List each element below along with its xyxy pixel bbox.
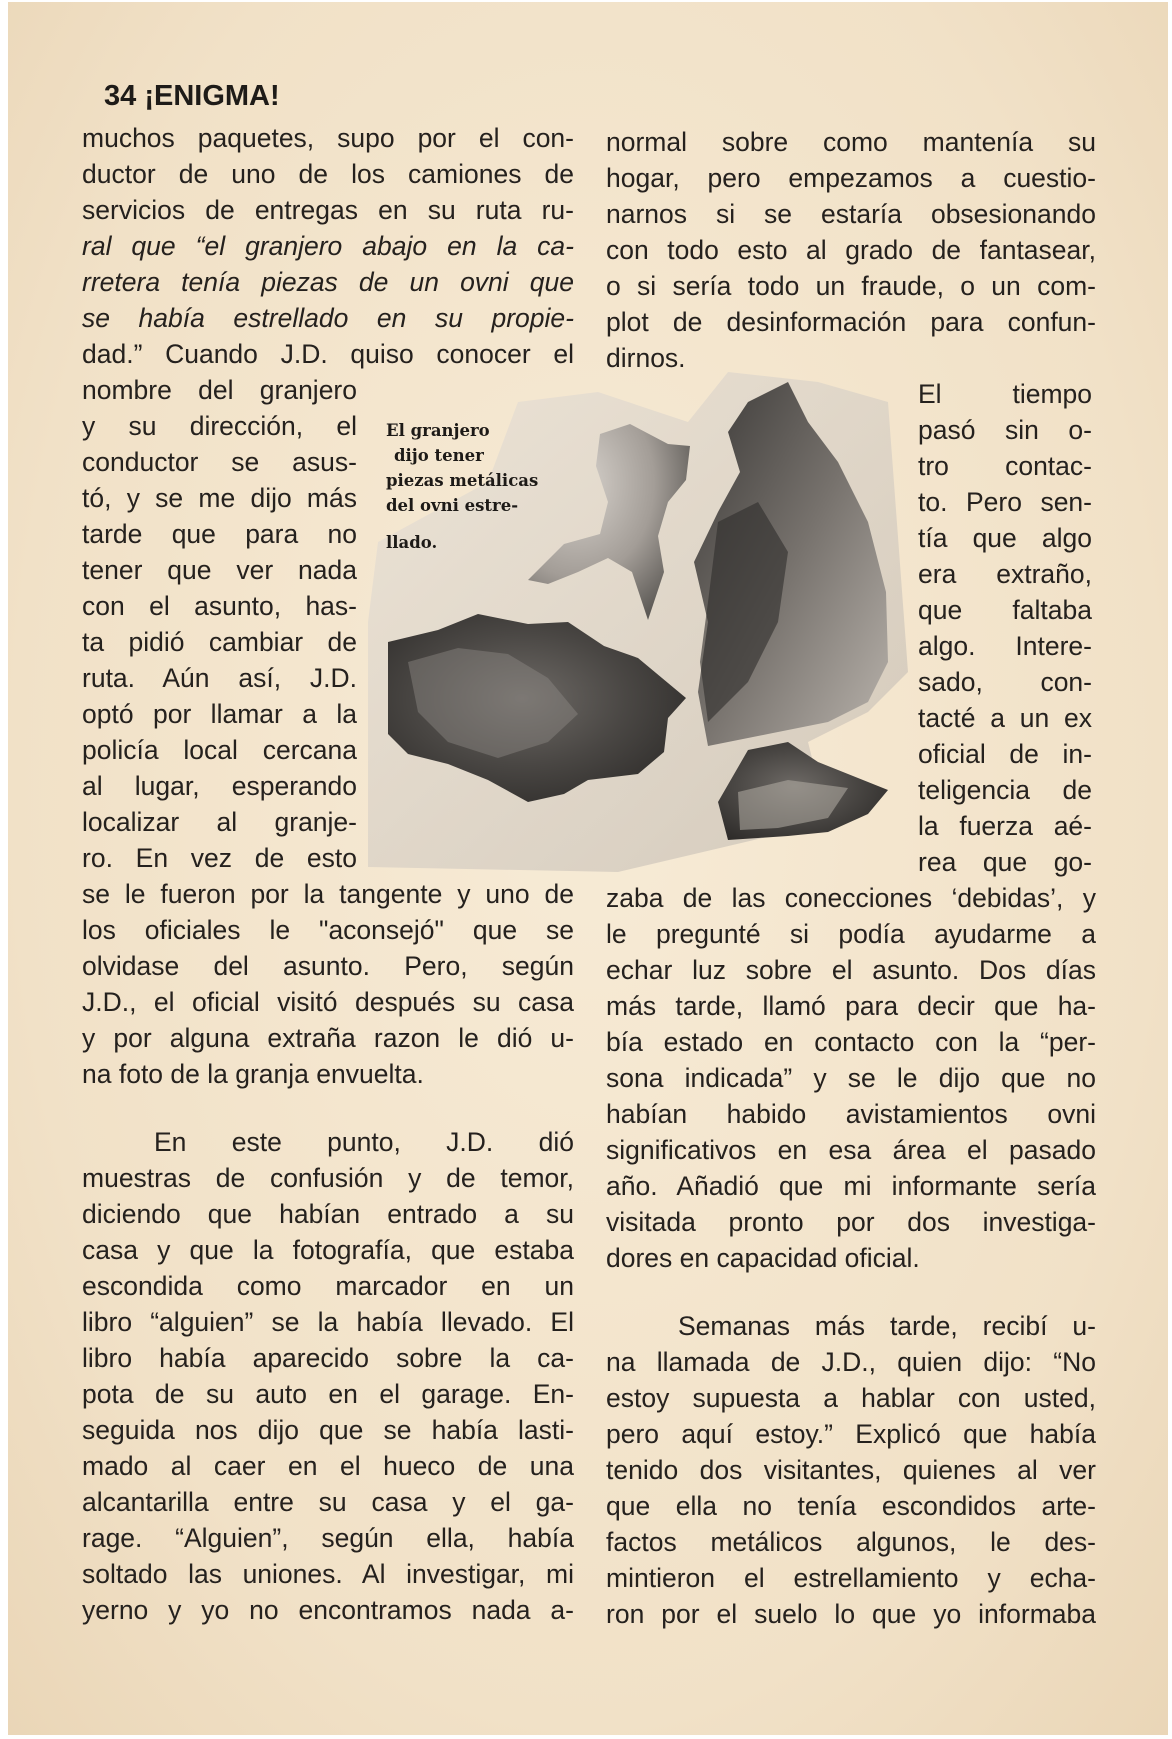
right-column-bottom [606,880,1096,1276]
page-header [104,80,280,113]
text-line: pota de su auto en el garage. En- [82,1379,574,1409]
text-line: con el asunto, has- [82,591,357,621]
text-line: olvidase del asunto. Pero, según [82,951,574,981]
text-line: casa y que la fotografía, que estaba [82,1235,574,1265]
text-line: pero aquí estoy.” Explicó que había [606,1419,1096,1449]
text-line: que ella no tenía escondidos arte- [606,1491,1096,1521]
text-line: dad.” Cuando J.D. quiso conocer el [82,339,574,369]
caption-line: dijo tener [394,446,484,465]
text-line: Semanas más tarde, recibí u- [678,1311,1096,1341]
text-line: ro. En vez de esto [82,843,357,873]
text-line: muchos paquetes, supo por el con- [82,123,574,153]
text-line: localizar al granje- [82,807,357,837]
text-line: soltado las uniones. Al investigar, mi [82,1559,574,1589]
text-line: que faltaba [918,595,1092,625]
text-line: visitada pronto por dos investiga- [606,1207,1096,1237]
text-line: estoy supuesta a hablar con usted, [606,1383,1096,1413]
publication-title: ¡ENIGMA! [144,80,280,112]
text-line: y por alguna extraña razon le dió u- [82,1023,574,1053]
text-line: ductor de uno de los camiones de [82,159,574,189]
text-line: año. Añadió que mi informante sería [606,1171,1096,1201]
text-line: servicios de entregas en su ruta ru- [82,195,574,225]
text-line-italic-start [82,228,574,264]
text-line: ron por el suelo lo que yo informaba [606,1599,1096,1629]
text-line: los oficiales le "aconsejó" que se [82,915,574,945]
text-line: narnos si se estaría obsesionando [606,199,1096,229]
text-span: ral que “el granjero abajo en la ca- [82,231,574,261]
text-line: habían habido avistamientos ovni [606,1099,1096,1129]
text-line: alcantarilla entre su casa y el ga- [82,1487,574,1517]
text-line: tener que ver nada [82,555,357,585]
text-line: muestras de confusión y de temor, [82,1163,574,1193]
text-line: normal sobre como mantenía su [606,127,1096,157]
text-line-italic: se había estrellado en su propie- [82,303,574,333]
text-line: libro “alguien” se la había llevado. El [82,1307,574,1337]
caption-line: El granjero [386,421,490,440]
text-line: era extraño, [918,559,1092,589]
text-line: libro había aparecido sobre la ca- [82,1343,574,1373]
text-line: J.D., el oficial visitó después su casa [82,987,574,1017]
left-column-bottom [82,876,574,1092]
text-line: nombre del granjero [82,375,357,405]
text-line: dores en capacidad oficial. [606,1243,920,1273]
text-line: bía estado en contacto con la “per- [606,1027,1096,1057]
photo-caption [386,418,551,555]
left-column-paragraph-2 [82,1124,574,1628]
text-line: ta pidió cambiar de [82,627,357,657]
left-column-top [82,120,574,372]
text-line: con todo esto al grado de fantasear, [606,235,1096,265]
text-line: sado, con- [918,667,1092,697]
text-line: factos metálicos algunos, le des- [606,1527,1096,1557]
text-line-italic: rretera tenía piezas de un ovni que [82,267,574,297]
text-line: tó, y se me dijo más [82,483,357,513]
text-line: más tarde, llamó para decir que ha- [606,991,1096,1021]
text-line: diciendo que habían entrado a su [82,1199,574,1229]
text-line: le pregunté si podía ayudarme a [606,919,1096,949]
text-line: En este punto, J.D. dió [154,1127,574,1157]
text-line: to. Pero sen- [918,487,1092,517]
text-line: rage. “Alguien”, según ella, había [82,1523,574,1553]
caption-line: llado. [386,533,438,552]
text-line: sona indicada” y se le dijo que no [606,1063,1096,1093]
text-line: policía local cercana [82,735,357,765]
book-page [8,2,1168,1735]
text-line: na foto de la granja envuelta. [82,1059,424,1089]
text-line: tía que algo [918,523,1092,553]
text-line: tarde que para no [82,519,357,549]
text-line: oficial de in- [918,739,1092,769]
text-line: y su dirección, el [82,411,357,441]
text-line: hogar, pero empezamos a cuestio- [606,163,1096,193]
text-line: optó por llamar a la [82,699,357,729]
text-line: yerno y yo no encontramos nada a- [82,1595,574,1625]
text-line: na llamada de J.D., quien dijo: “No [606,1347,1096,1377]
caption-line: del ovni estre- [386,496,519,515]
text-line: significativos en esa área el pasado [606,1135,1096,1165]
right-column-wrap [918,376,1092,880]
text-line: o si sería todo un fraude, o un com- [606,271,1096,301]
text-line: la fuerza aé- [918,811,1092,841]
text-line: mintieron el estrellamiento y echa- [606,1563,1096,1593]
caption-line: piezas metálicas [386,471,539,490]
text-line: zaba de las conecciones ‘debidas’, y [606,883,1096,913]
text-line: tenido dos visitantes, quienes al ver [606,1455,1096,1485]
text-line: echar luz sobre el asunto. Dos días [606,955,1096,985]
text-line: pasó sin o- [918,415,1092,445]
text-line: al lugar, esperando [82,771,357,801]
text-line: conductor se asus- [82,447,357,477]
text-line: seguida nos dijo que se había lasti- [82,1415,574,1445]
page-number: 34 [104,80,137,112]
text-line: ruta. Aún así, J.D. [82,663,357,693]
right-column-top [606,124,1096,376]
text-line: plot de desinformación para confun- [606,307,1096,337]
text-line: tro contac- [918,451,1092,481]
text-line: escondida como marcador en un [82,1271,574,1301]
text-line: rea que go- [918,847,1092,877]
text-line: se le fueron por la tangente y uno de [82,879,574,909]
right-column-paragraph-2 [606,1308,1096,1632]
text-line: teligencia de [918,775,1092,805]
text-line: El tiempo [918,379,1092,409]
text-line: dirnos. [606,343,686,373]
left-column-wrap [82,372,357,876]
text-line: mado al caer en el hueco de una [82,1451,574,1481]
text-line: tacté a un ex [918,703,1092,733]
text-line: algo. Intere- [918,631,1092,661]
